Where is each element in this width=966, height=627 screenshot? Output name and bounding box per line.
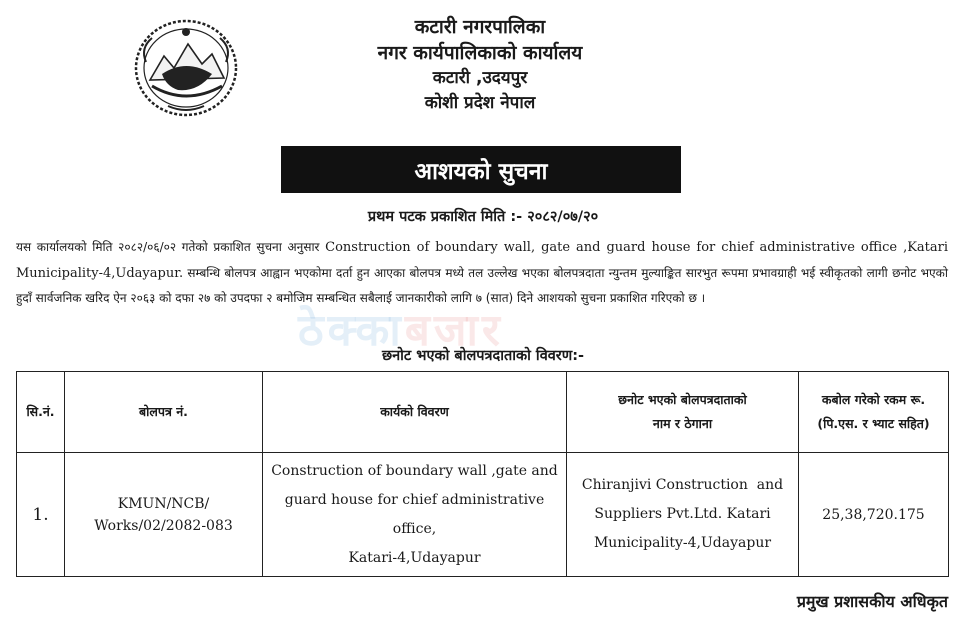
body-text-details: सम्बन्धि बोलपत्र आह्वान भएकोमा दर्ता हुन आएका बोलपत्र मध्ये तल उल्लेख भएका बोलपत्रदाता न्युन्तम मुल्याङ्कित सारभुत रूपमा प्रभावग्राही भई स्वीकृतको लागी छनोट भएको हुदाँ सार्वजनिक खरिद ऐन २०६३ को दफा २७ को उपदफा २ बमोजिम सम्बन्धित सबैलाई जानकारीको लागि ७ (सात) दिने आशयको सुचना प्रकाशित गरिएको छ । [16,265,948,305]
header-bidder [567,372,799,453]
notice-title-banner: आशयको सुचना [281,146,681,193]
header-amount-line1: कबोल गरेको रकम रू. [821,392,926,407]
cell-bidder-line1: Chiranjivi Construction and [581,477,784,493]
header-bidder-line1: छनोट भएको बोलपत्रदाताको [618,392,747,407]
header-amount [799,372,949,453]
cell-bid-no [65,453,263,577]
cell-bidder [567,453,799,577]
table-title: छनोट भएको बोलपत्रदाताको विवरण:- [381,348,585,364]
publication-date: प्रथम पटक प्रकाशित मिति :- २०८२/०७/२० [367,209,599,225]
cell-amount: 25,38,720.175 [799,453,949,577]
office-header [280,14,680,116]
header-bidder-line2: नाम र ठेगाना [652,416,713,431]
province-name: कोशी प्रदेश नेपाल [424,93,536,113]
office-name: नगर कार्यपालिकाको कार्यालय [377,42,583,64]
cell-work-line2: guard house for chief administrative office, [284,491,545,537]
cell-bid-no-line1: KMUN/NCB/ [117,495,210,512]
cell-bidder-line3: Municipality-4,Udayapur [593,535,772,551]
cell-work-line1: Construction of boundary wall ,gate and [271,462,558,479]
cell-work [263,453,567,577]
watermark-part1: ठेक्का [298,305,405,356]
government-emblem-icon [132,18,240,120]
header-sn: सि.नं. [17,372,65,453]
header-amount-line2: (पि.एस. र भ्याट सहित) [817,416,930,431]
municipality-name: कटारी नगरपालिका [414,16,546,38]
signatory-title: प्रमुख प्रशासकीय अधिकृत [796,592,948,611]
watermark-part2: बजार [404,305,504,356]
table-row [17,453,949,577]
header-bid-no: बोलपत्र नं. [65,372,263,453]
cell-bid-no-line2: Works/02/2082-083 [94,517,233,534]
cell-bidder-line2: Suppliers Pvt.Ltd. Katari [594,506,771,522]
header-work: कार्यको विवरण [263,372,567,453]
cell-work-line3: Katari-4,Udayapur [348,549,481,566]
selected-bidder-table [16,371,949,577]
notice-body [16,235,948,312]
cell-sn: 1. [17,453,65,577]
body-text-intro: यस कार्यालयको मिति २०८२/०६/०२ गतेको प्रकाशित सुचना अनुसार [16,240,326,254]
body-text-project: Construction of boundary wall, gate and guard house for chief administrative office ,Katari Municipality-4,Udayapur. [16,240,949,281]
office-location: कटारी ,उदयपुर [432,68,528,88]
table-header-row [17,372,949,453]
